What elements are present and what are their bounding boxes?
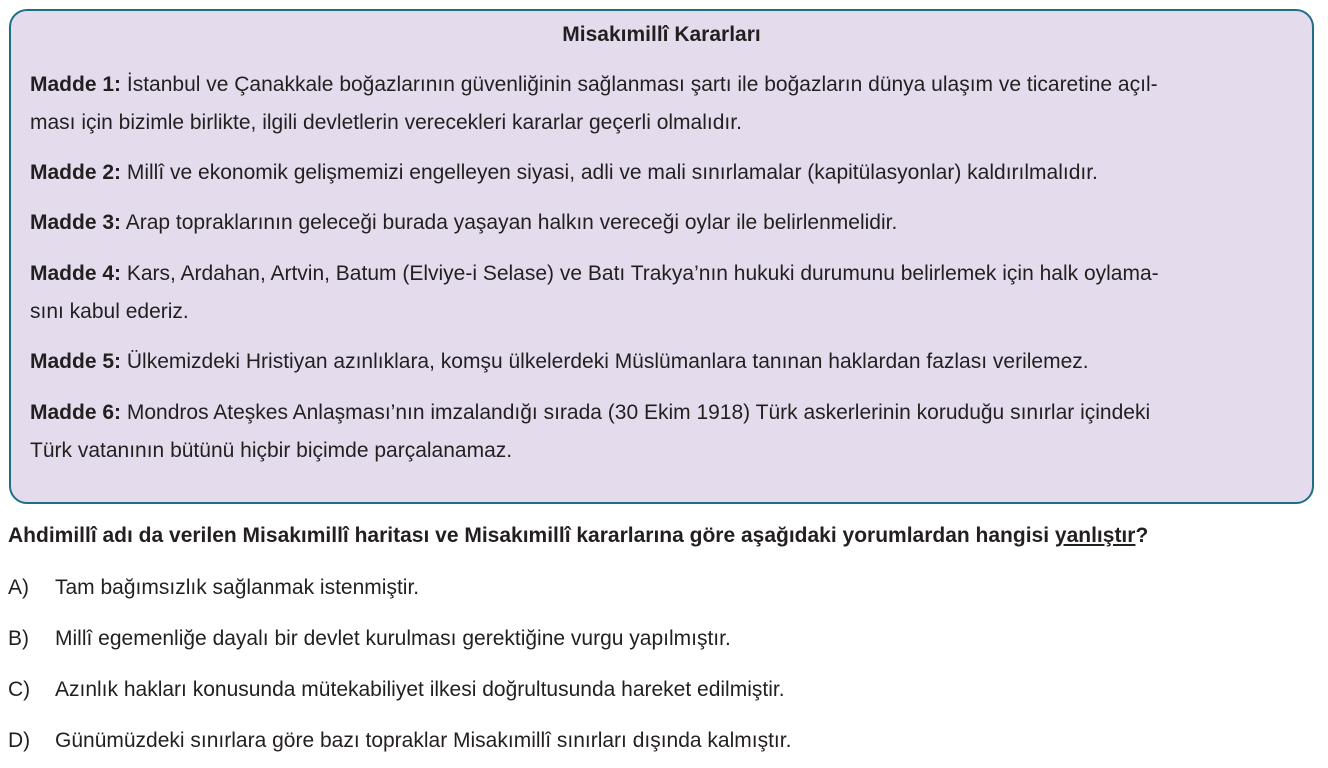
option-text: Günümüzdeki sınırlara göre bazı topraklar Misakımillî sınırları dışında kalmıştır. [55, 729, 792, 752]
article-text: Kars, Ardahan, Artvin, Batum (Elviye-i Selase) ve Batı Trakya’nın hukuki durumunu belirlemek için halk oylama- [126, 262, 1159, 285]
article-text: Arap topraklarının geleceği burada yaşayan halkın vereceği oylar ile belirlenmelidir. [125, 211, 898, 234]
option-text: Azınlık hakları konusunda mütekabiliyet ilkesi doğrultusunda hareket edilmiştir. [55, 678, 785, 701]
article-label: Madde 4: [30, 262, 122, 285]
article-6 [30, 394, 1300, 470]
article-label: Madde 3: [30, 211, 122, 234]
article-text: Millî ve ekonomik gelişmemizi engelleyen siyasi, adli ve mali sınırlamalar (kapitülasyonlar) kaldırılmalıdır. [126, 161, 1098, 184]
option-b[interactable] [8, 627, 731, 651]
article-label: Madde 1: [30, 73, 122, 96]
article-text: İstanbul ve Çanakkale boğazlarının güvenliğinin sağlanması şartı ile boğazların dünya ulaşım ve ticaretine açıl- [126, 73, 1158, 96]
question-end: ? [1135, 524, 1149, 547]
article-text: Ülkemizdeki Hristiyan azınlıklara, komşu ülkelerdeki Müslümanlara tanınan haklardan fazlası verilemez. [126, 350, 1089, 373]
article-label: Madde 6: [30, 401, 122, 424]
article-3 [30, 204, 1300, 242]
option-letter: A) [8, 576, 29, 599]
article-1 [30, 66, 1300, 142]
option-text: Millî egemenliğe dayalı bir devlet kurulması gerektiğine vurgu yapılmıştır. [55, 627, 731, 650]
article-1-line-2: ması için bizimle birlikte, ilgili devletlerin verecekleri kararlar geçerli olmalıdır. [30, 111, 742, 134]
option-letter: B) [8, 627, 29, 650]
option-d[interactable] [8, 729, 791, 753]
question-stem [8, 524, 1148, 548]
article-6-line-2: Türk vatanının bütünü hiçbir biçimde parçalanamaz. [30, 439, 513, 462]
question-text: Ahdimillî adı da verilen Misakımillî haritası ve Misakımillî kararlarına göre aşağıdaki yorumlardan hangisi [8, 524, 1055, 547]
article-4-line-1 [30, 255, 1300, 293]
article-4 [30, 255, 1300, 331]
box-title: Misakımillî Kararları [562, 23, 761, 46]
article-text: Mondros Ateşkes Anlaşması’nın imzalandığı sırada (30 Ekim 1918) Türk askerlerinin koruduğu sınırlar içindeki [126, 401, 1151, 424]
option-letter: D) [8, 729, 31, 752]
option-letter: C) [8, 678, 31, 701]
option-text: Tam bağımsızlık sağlanmak istenmiştir. [55, 576, 420, 599]
question-emphasis: yanlıştır [1054, 524, 1136, 547]
article-4-line-2: sını kabul ederiz. [30, 300, 189, 323]
article-1-line-1 [30, 66, 1300, 104]
article-label: Madde 2: [30, 161, 122, 184]
info-box [9, 9, 1314, 504]
option-c[interactable] [8, 678, 785, 702]
article-2 [30, 154, 1300, 192]
article-5 [30, 343, 1300, 381]
article-label: Madde 5: [30, 350, 122, 373]
article-6-line-1 [30, 394, 1300, 432]
option-a[interactable] [8, 576, 419, 600]
